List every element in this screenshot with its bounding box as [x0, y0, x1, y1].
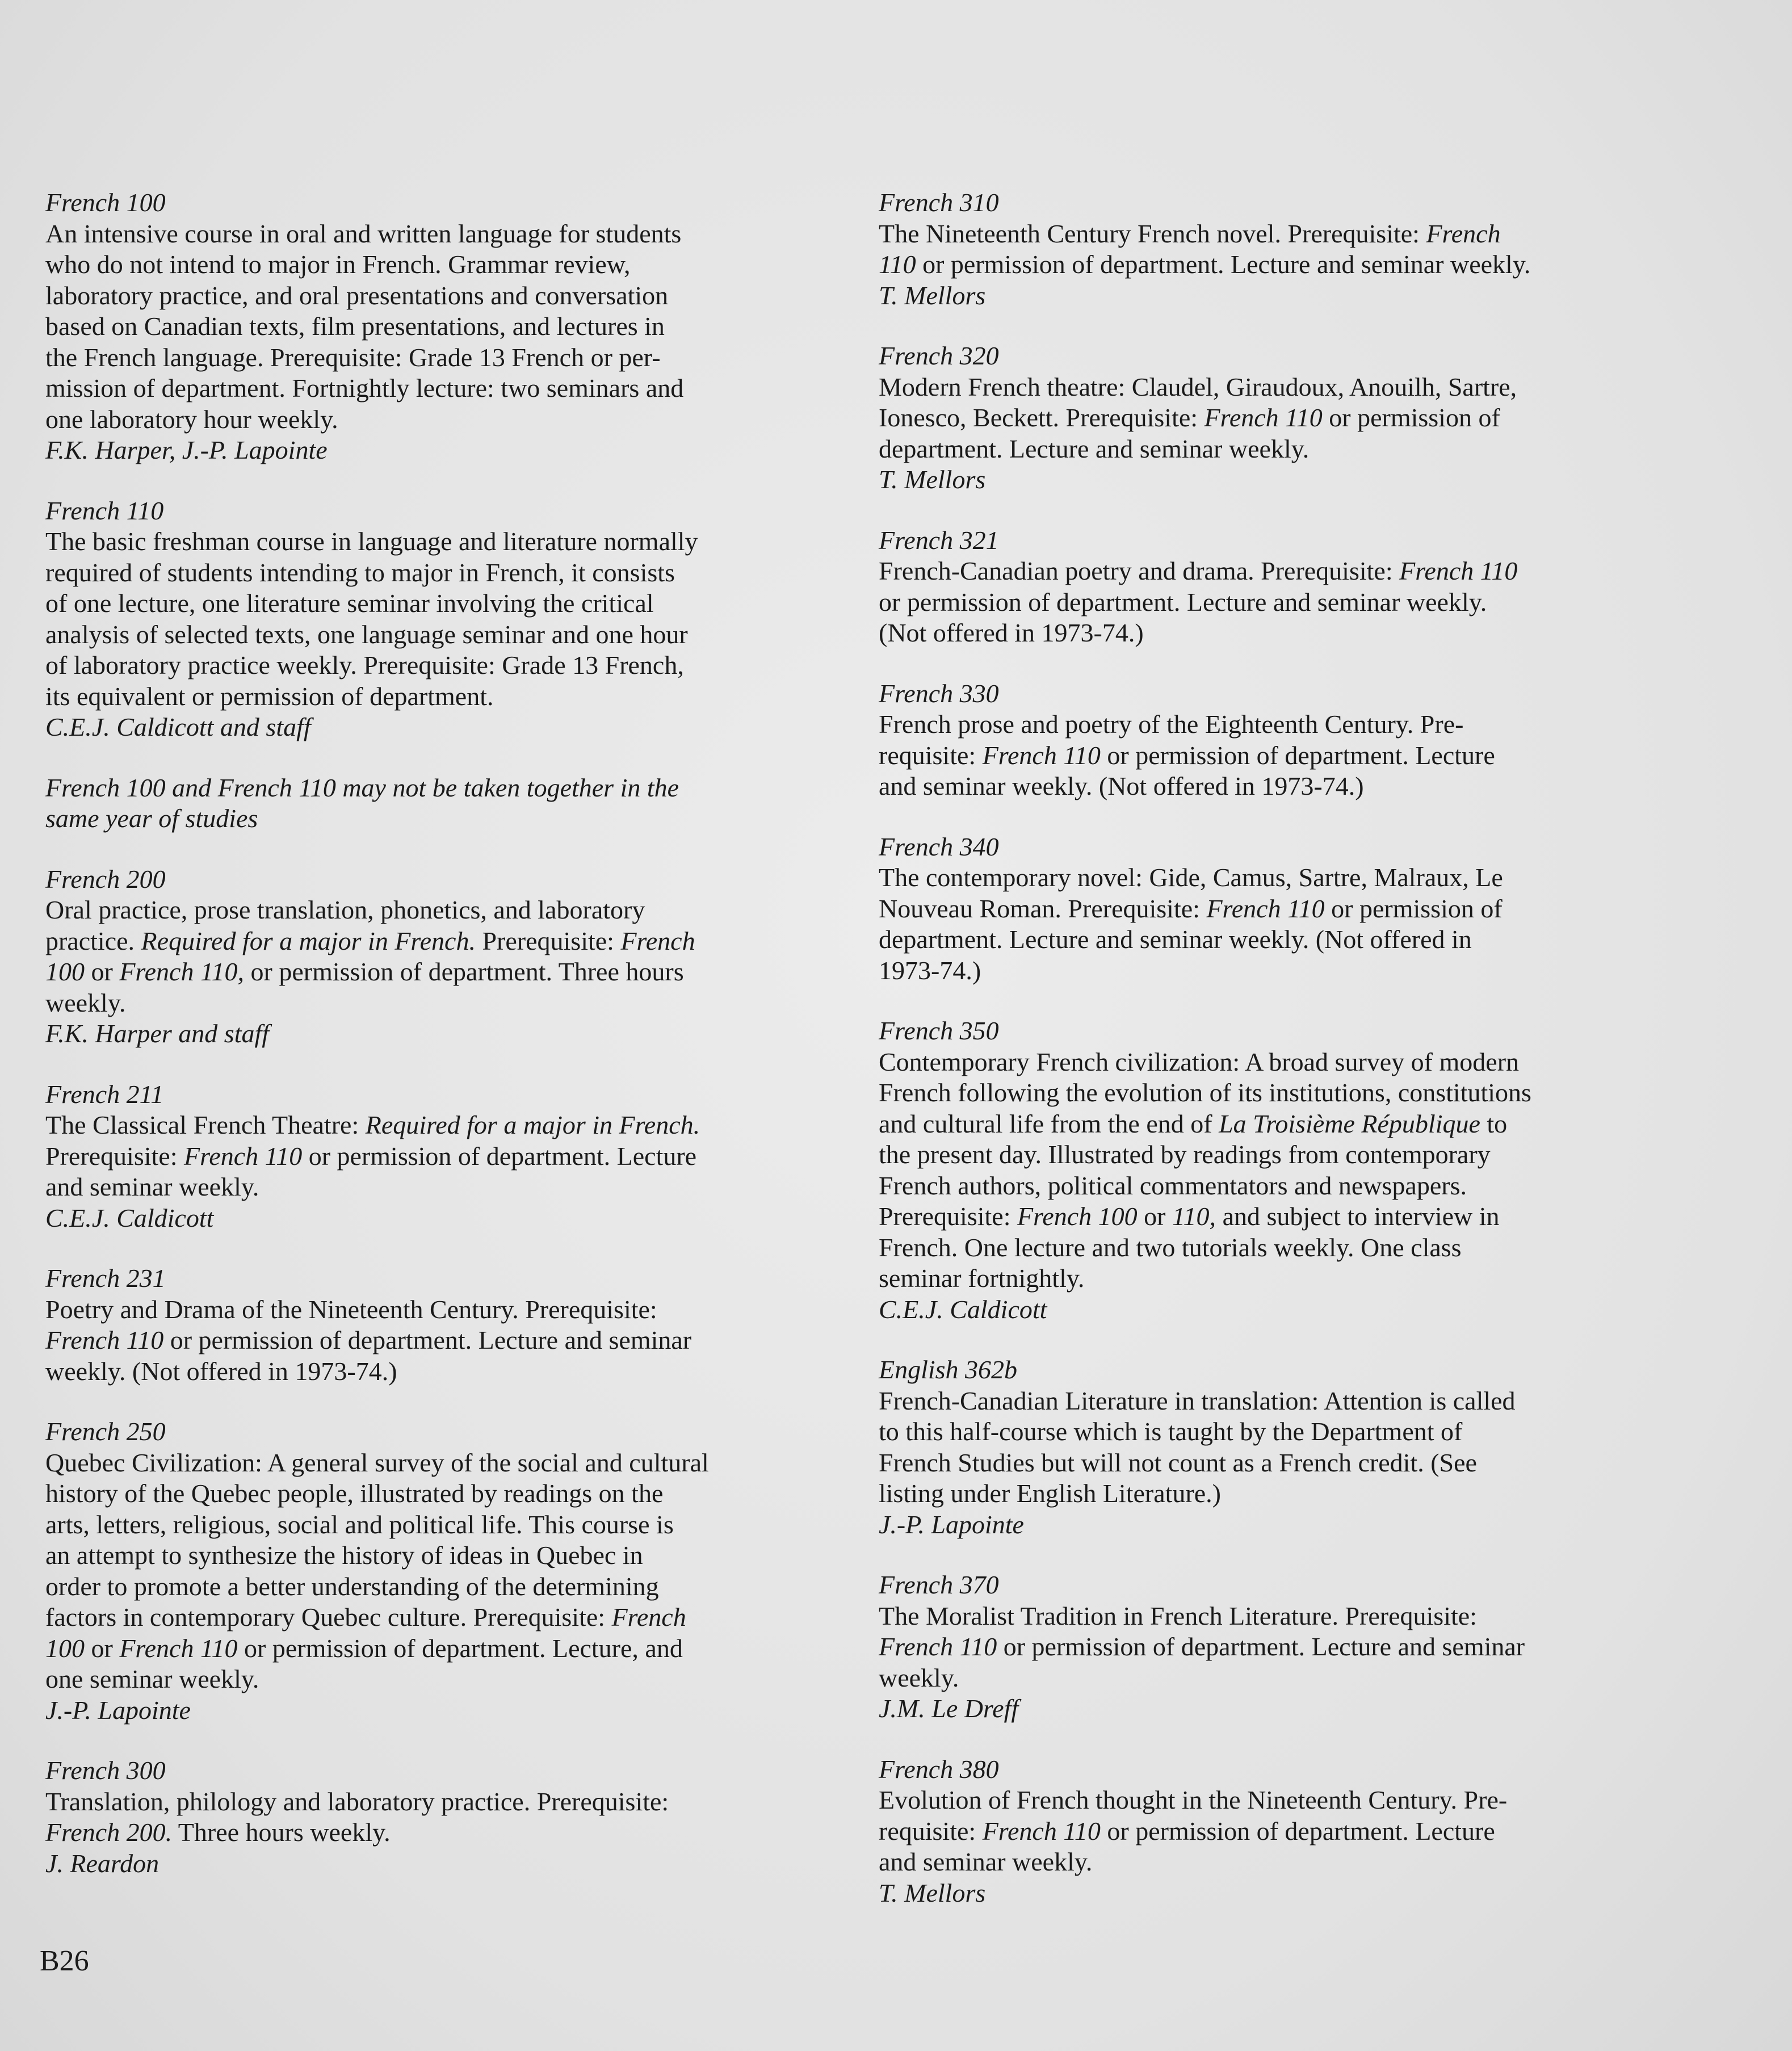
- course-description-line: an attempt to synthesize the history of ideas in Quebec in: [45, 1541, 643, 1570]
- text-run: factors in contemporary Quebec culture. Prerequisite:: [45, 1603, 612, 1631]
- text-run-italic: 100: [45, 1633, 85, 1663]
- text-run: Prerequisite:: [475, 926, 621, 955]
- course-description-line: required of students intending to major in French, it consists: [45, 557, 675, 587]
- course-description-line: analysis of selected texts, one language seminar and one hour: [45, 619, 688, 649]
- course-description-line: history of the Quebec people, illustrated by readings on the: [45, 1479, 664, 1508]
- text-run-italic: French 110: [1206, 894, 1325, 923]
- course-description-line: [879, 219, 1685, 250]
- course-french-300: [45, 1755, 851, 1879]
- text-run-italic: French 110,: [119, 957, 245, 986]
- course-description-line: [45, 1817, 851, 1848]
- course-description-line: Modern French theatre: Claudel, Giraudoux, Anouilh, Sartre,: [879, 372, 1517, 401]
- right-column: [879, 187, 1685, 1938]
- course-description-line: based on Canadian texts, film presentations, and lectures in: [45, 312, 665, 341]
- text-run: or permission of: [1322, 403, 1500, 432]
- course-description-line: of one lecture, one literature seminar involving the critical: [45, 589, 654, 618]
- course-instructor: C.E.J. Caldicott: [45, 1203, 214, 1232]
- text-run: or: [85, 957, 120, 986]
- course-description-line: An intensive course in oral and written language for students: [45, 219, 682, 248]
- course-description-line: of laboratory practice weekly. Prerequisite: Grade 13 French,: [45, 651, 684, 680]
- text-run-italic: French 110: [184, 1141, 303, 1171]
- course-description-line: [45, 926, 851, 957]
- course-description-line: department. Lecture and seminar weekly.: [879, 434, 1310, 463]
- text-run: or permission of department. Lecture and seminar weekly.: [916, 250, 1531, 279]
- course-description-line: [45, 957, 851, 988]
- text-run-italic: French 110: [1204, 403, 1323, 432]
- course-description-line: French Studies but will not count as a French credit. (See: [879, 1448, 1477, 1477]
- course-french-380: [879, 1754, 1685, 1909]
- text-run: practice.: [45, 926, 141, 955]
- note-line: French 100 and French 110 may not be taken together in the: [45, 773, 679, 802]
- text-run-italic: French: [611, 1603, 686, 1631]
- course-french-321: [879, 525, 1685, 649]
- text-run-italic: Required for a major in French.: [141, 926, 476, 955]
- course-description-line: [45, 1110, 851, 1141]
- course-french-320: [879, 341, 1685, 496]
- text-run-italic: French: [620, 926, 695, 955]
- course-description-line: or permission of department. Lecture and seminar weekly.: [879, 587, 1487, 616]
- course-description-line: [879, 1816, 1685, 1847]
- course-title: French 340: [879, 832, 999, 861]
- text-run-italic: French 110: [1399, 556, 1518, 585]
- course-description-line: one seminar weekly.: [45, 1664, 259, 1693]
- course-description-line: French-Canadian Literature in translation: Attention is called: [879, 1386, 1516, 1415]
- text-run: The Nineteenth Century French novel. Prerequisite:: [879, 219, 1426, 248]
- course-description-line: weekly.: [45, 988, 126, 1017]
- text-run: requisite:: [879, 740, 983, 770]
- course-description-line: [879, 249, 1685, 280]
- text-run-italic: French 100: [1017, 1202, 1138, 1231]
- course-description-line: [45, 1633, 851, 1664]
- course-description-line: order to promote a better understanding of the determining: [45, 1571, 659, 1601]
- course-title: French 200: [45, 864, 166, 894]
- course-french-211: [45, 1079, 851, 1234]
- course-description-line: [879, 556, 1685, 587]
- course-instructor: F.K. Harper and staff: [45, 1019, 270, 1048]
- text-run: or permission of department. Lecture, and: [237, 1633, 683, 1663]
- course-description-line: weekly.: [879, 1663, 959, 1692]
- course-instructor: J.M. Le Dreff: [879, 1694, 1019, 1723]
- text-run: Prerequisite:: [879, 1202, 1017, 1231]
- course-title: French 330: [879, 678, 999, 708]
- course-note: [45, 773, 851, 834]
- course-instructor: J. Reardon: [45, 1848, 160, 1878]
- course-title: French 350: [879, 1016, 999, 1045]
- text-run: or permission of department. Lecture: [302, 1141, 697, 1171]
- course-description-line: and seminar weekly. (Not offered in 1973-74.): [879, 771, 1364, 800]
- text-run-italic: Required for a major in French.: [365, 1110, 700, 1139]
- course-description-line: who do not intend to major in French. Grammar review,: [45, 250, 631, 279]
- course-description-line: French following the evolution of its institutions, constitutions: [879, 1078, 1531, 1107]
- text-run: French-Canadian poetry and drama. Prerequisite:: [879, 556, 1400, 585]
- course-instructor: F.K. Harper, J.-P. Lapointe: [45, 435, 328, 464]
- course-description-line: [879, 402, 1685, 434]
- text-run-italic: French 110: [879, 1632, 997, 1661]
- course-instructor: C.E.J. Caldicott and staff: [45, 712, 311, 741]
- text-run: or permission of department. Three hours: [244, 957, 684, 986]
- course-title: French 380: [879, 1754, 999, 1784]
- text-run: The Classical French Theatre:: [45, 1110, 366, 1139]
- left-column: [45, 187, 851, 1909]
- course-description-line: Evolution of French thought in the Nineteenth Century. Pre-: [879, 1785, 1508, 1814]
- text-run-italic: French: [1426, 219, 1501, 248]
- course-title: French 100: [45, 188, 166, 217]
- course-french-231: [45, 1263, 851, 1387]
- course-description-line: Contemporary French civilization: A broad survey of modern: [879, 1047, 1520, 1076]
- course-french-250: [45, 1416, 851, 1726]
- course-description-line: [879, 1201, 1685, 1232]
- course-description-line: arts, letters, religious, social and political life. This course is: [45, 1509, 674, 1539]
- course-description-line: French prose and poetry of the Eighteenth Century. Pre-: [879, 710, 1464, 739]
- course-description-line: mission of department. Fortnightly lecture: two seminars and: [45, 374, 684, 402]
- course-description-line: Translation, philology and laboratory practice. Prerequisite:: [45, 1786, 669, 1816]
- course-english-362b: [879, 1354, 1685, 1540]
- text-run: and cultural life from the end of: [879, 1109, 1219, 1138]
- text-run-italic: La Troisième République: [1219, 1109, 1480, 1138]
- course-description-line: The Moralist Tradition in French Literature. Prerequisite:: [879, 1601, 1477, 1630]
- course-description-line: department. Lecture and seminar weekly. (Not offered in: [879, 925, 1472, 954]
- course-description-line: French. One lecture and two tutorials weekly. One class: [879, 1232, 1462, 1262]
- text-run: or: [85, 1633, 120, 1663]
- course-instructor: T. Mellors: [879, 1878, 986, 1907]
- course-description-line: 1973-74.): [879, 955, 981, 985]
- course-description-line: and seminar weekly.: [879, 1847, 1093, 1876]
- text-run: or permission of: [1324, 894, 1503, 923]
- text-run: Nouveau Roman. Prerequisite:: [879, 894, 1207, 923]
- course-description-line: one laboratory hour weekly.: [45, 404, 338, 434]
- text-run: or permission of department. Lecture and seminar: [163, 1326, 692, 1354]
- course-description-line: Oral practice, prose translation, phonetics, and laboratory: [45, 895, 645, 924]
- course-title: French 300: [45, 1756, 166, 1785]
- course-description-line: seminar fortnightly.: [879, 1264, 1085, 1293]
- text-run: and subject to interview in: [1216, 1202, 1500, 1231]
- course-title: French 320: [879, 341, 999, 370]
- text-run-italic: French 110: [45, 1326, 164, 1354]
- course-instructor: J.-P. Lapointe: [45, 1695, 191, 1725]
- text-run: requisite:: [879, 1816, 983, 1846]
- note-line: same year of studies: [45, 804, 258, 833]
- text-run: or permission of department. Lecture and seminar: [997, 1632, 1525, 1661]
- course-description-line: laboratory practice, and oral presentations and conversation: [45, 280, 669, 310]
- text-run: Ionesco, Beckett. Prerequisite:: [879, 403, 1205, 432]
- text-run: to: [1480, 1109, 1508, 1138]
- course-description-line: to this half-course which is taught by the Department of: [879, 1417, 1463, 1446]
- course-description-line: [879, 740, 1685, 771]
- course-french-340: [879, 832, 1685, 987]
- course-french-110: [45, 496, 851, 743]
- course-title: French 211: [45, 1079, 164, 1109]
- course-description-line: [45, 1325, 851, 1356]
- course-description-line: [879, 1109, 1685, 1140]
- course-title: English 362b: [879, 1355, 1018, 1384]
- course-description-line: Poetry and Drama of the Nineteenth Century. Prerequisite:: [45, 1294, 657, 1324]
- text-run-italic: French 110: [982, 740, 1101, 770]
- course-description-line: and seminar weekly.: [45, 1172, 259, 1201]
- text-run: Three hours weekly.: [172, 1818, 391, 1847]
- course-title: French 231: [45, 1264, 166, 1293]
- course-instructor: T. Mellors: [879, 465, 986, 494]
- course-description-line: weekly. (Not offered in 1973-74.): [45, 1356, 397, 1386]
- course-description-line: Quebec Civilization: A general survey of the social and cultural: [45, 1448, 709, 1477]
- text-run: or permission of department. Lecture: [1100, 1816, 1495, 1846]
- page-number: B26: [40, 1945, 89, 1977]
- text-run: or permission of department. Lecture: [1100, 740, 1495, 770]
- text-run-italic: 100: [45, 957, 85, 986]
- course-description-line: its equivalent or permission of department.: [45, 681, 494, 711]
- course-title: French 250: [45, 1417, 166, 1446]
- text-run-italic: French 200.: [45, 1818, 173, 1847]
- course-french-310: [879, 187, 1685, 311]
- course-description-line: (Not offered in 1973-74.): [879, 618, 1144, 647]
- course-description-line: the present day. Illustrated by readings from contemporary: [879, 1140, 1491, 1169]
- text-run-italic: French 110: [119, 1633, 238, 1663]
- text-run: or: [1137, 1202, 1172, 1231]
- text-run: Prerequisite:: [45, 1141, 184, 1171]
- course-title: French 370: [879, 1570, 999, 1599]
- course-french-370: [879, 1570, 1685, 1725]
- course-description-line: [45, 1141, 851, 1172]
- course-description-line: [879, 1631, 1685, 1663]
- course-french-200: [45, 864, 851, 1050]
- course-title: French 321: [879, 525, 999, 555]
- text-run-italic: 110: [879, 250, 916, 279]
- text-run-italic: French 110: [982, 1816, 1101, 1846]
- course-instructor: C.E.J. Caldicott: [879, 1294, 1047, 1324]
- course-french-330: [879, 678, 1685, 802]
- course-title: French 310: [879, 188, 999, 217]
- course-description-line: The contemporary novel: Gide, Camus, Sartre, Malraux, Le: [879, 863, 1503, 892]
- course-description-line: listing under English Literature.): [879, 1479, 1221, 1508]
- text-run-italic: 110,: [1172, 1202, 1216, 1231]
- course-description-line: [879, 894, 1685, 925]
- course-instructor: T. Mellors: [879, 280, 986, 310]
- course-french-350: [879, 1016, 1685, 1325]
- course-instructor: J.-P. Lapointe: [879, 1509, 1024, 1539]
- course-french-100: [45, 187, 851, 466]
- course-description-line: French authors, political commentators and newspapers.: [879, 1171, 1467, 1200]
- course-title: French 110: [45, 496, 164, 525]
- course-description-line: The basic freshman course in language and literature normally: [45, 527, 698, 556]
- course-description-line: [45, 1602, 851, 1633]
- course-description-line: the French language. Prerequisite: Grade 13 French or per-: [45, 342, 661, 372]
